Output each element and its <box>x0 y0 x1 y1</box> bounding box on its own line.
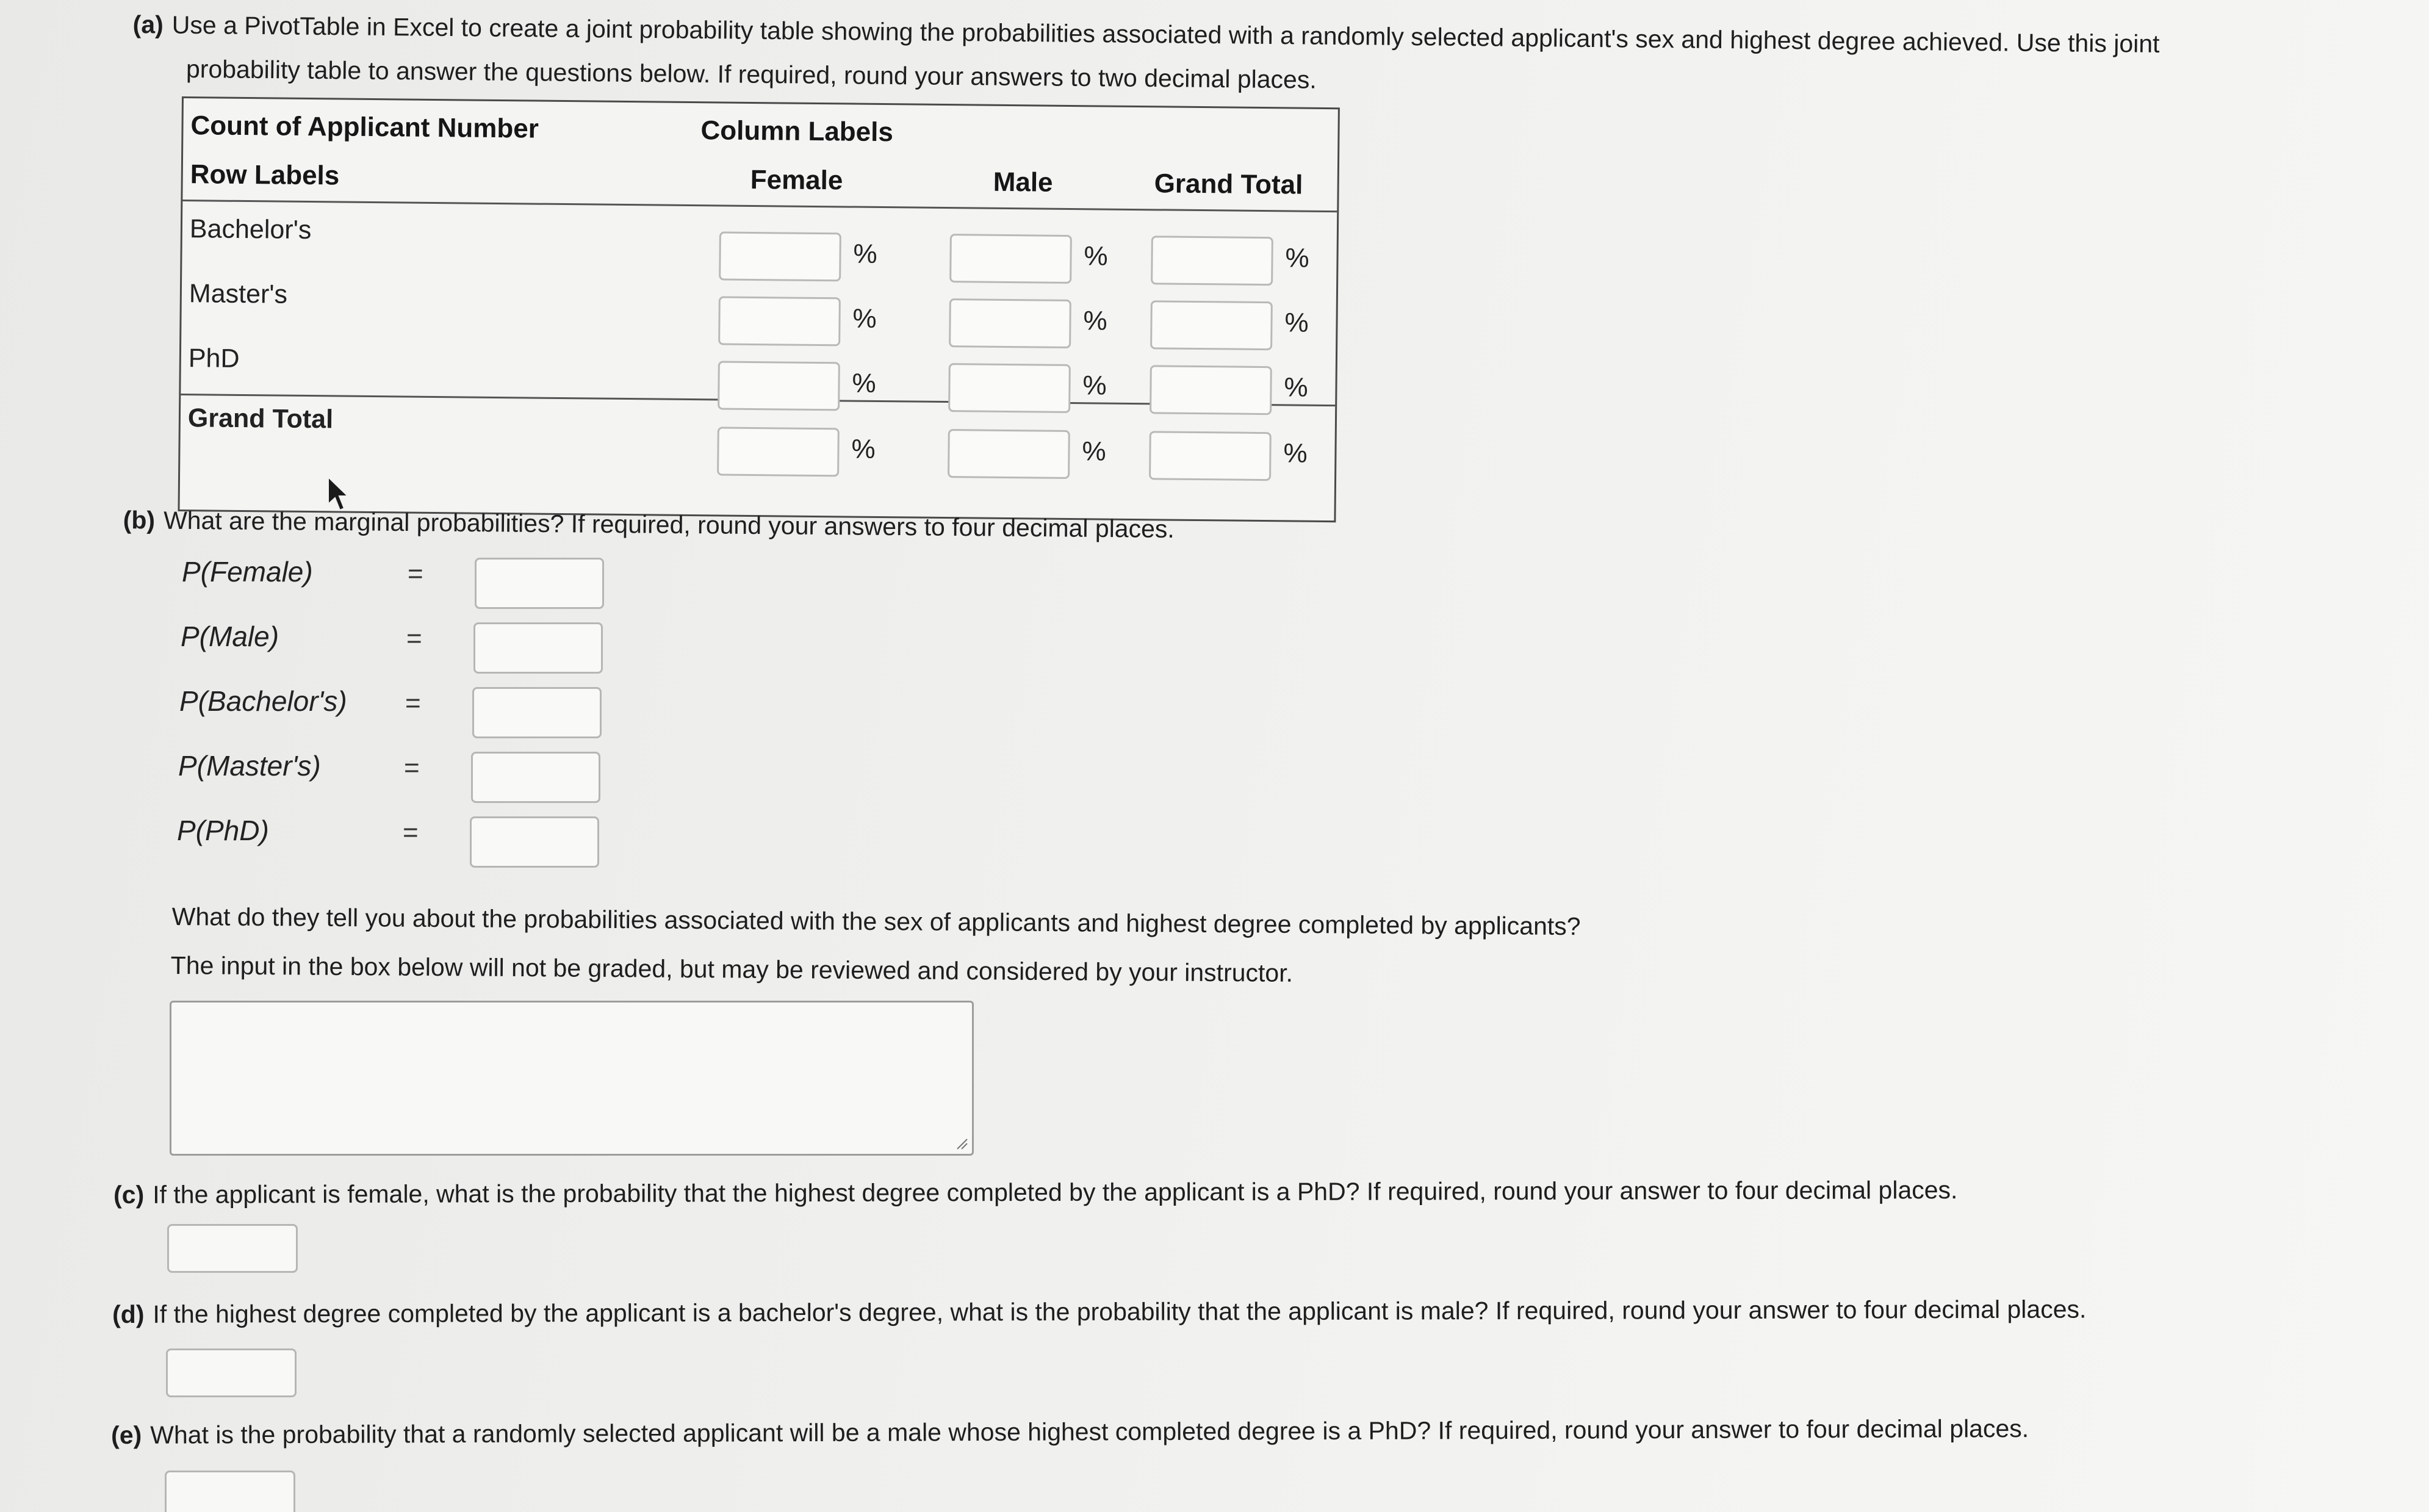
pct-phd-female: % <box>852 368 876 398</box>
question-a <box>132 5 2403 110</box>
input-grand-total-male[interactable] <box>948 429 1070 479</box>
column-header-male: Male <box>993 167 1053 198</box>
marginal-label-masters: P(Master's) <box>178 750 321 782</box>
column-header-female: Female <box>750 164 843 196</box>
pct-masters-female: % <box>852 303 877 334</box>
input-masters-male[interactable] <box>949 298 1071 348</box>
resize-handle-icon[interactable] <box>955 1137 968 1150</box>
question-d-letter: (d) <box>112 1300 145 1328</box>
header-divider <box>182 200 1337 212</box>
equals-sign-bachelors: = <box>405 688 421 718</box>
question-b <box>123 500 1175 549</box>
mouse-pointer-icon <box>327 476 351 515</box>
header-column-labels: Column Labels <box>700 115 894 148</box>
input-bachelors-grand-total[interactable] <box>1151 236 1273 286</box>
input-grand-total-grand-total[interactable] <box>1149 431 1272 481</box>
question-d <box>112 1290 2086 1334</box>
equals-sign-male: = <box>406 624 422 653</box>
row-label-bachelors: Bachelor's <box>189 214 312 245</box>
marginal-label-female: P(Female) <box>182 556 313 588</box>
input-masters-grand-total[interactable] <box>1150 300 1273 350</box>
pct-grand-total-male: % <box>1082 436 1106 467</box>
equals-sign-phd: = <box>403 818 419 848</box>
equals-sign-masters: = <box>404 753 420 783</box>
marginal-label-phd: P(PhD) <box>177 815 269 846</box>
input-p-bachelors[interactable] <box>472 687 602 738</box>
input-p-female[interactable] <box>475 558 604 609</box>
input-masters-female[interactable] <box>718 296 841 346</box>
input-phd-male[interactable] <box>948 363 1071 413</box>
question-b-note: The input in the box below will not be graded, but may be reviewed and considered by your instructor. <box>170 951 1294 987</box>
question-c-letter: (c) <box>113 1180 145 1209</box>
row-label-phd: PhD <box>188 344 240 373</box>
input-grand-total-female[interactable] <box>717 427 840 477</box>
input-p-masters[interactable] <box>471 752 600 803</box>
question-b-letter: (b) <box>123 505 156 535</box>
question-e-text: What is the probability that a randomly selected applicant will be a male whose highest completed degree is a PhD? If required, round your answer to four decimal places. <box>150 1414 2029 1449</box>
pct-phd-grand-total: % <box>1284 372 1308 403</box>
interpretation-textarea[interactable] <box>170 1001 974 1156</box>
pivot-table <box>178 96 1339 522</box>
input-p-phd[interactable] <box>470 816 599 868</box>
input-bachelors-male[interactable] <box>949 234 1072 284</box>
question-a-letter: (a) <box>132 10 164 39</box>
question-c <box>113 1170 1958 1214</box>
input-answer-c[interactable] <box>167 1224 298 1273</box>
marginal-label-male: P(Male) <box>181 621 279 652</box>
pct-grand-total-grand-total: % <box>1283 438 1308 469</box>
column-header-grand-total: Grand Total <box>1154 168 1303 200</box>
pct-masters-male: % <box>1083 306 1107 336</box>
input-bachelors-female[interactable] <box>719 231 841 281</box>
header-row-labels: Row Labels <box>190 159 340 191</box>
question-d-text: If the highest degree completed by the applicant is a bachelor's degree, what is the probability that the applicant is male? If required, round your answer to four decimal places. <box>153 1295 2087 1328</box>
pct-bachelors-grand-total: % <box>1285 243 1309 273</box>
input-phd-grand-total[interactable] <box>1150 365 1272 415</box>
question-a-text-2: probability table to answer the questions below. If required, round your answers to two decimal places. <box>185 54 1317 94</box>
question-e <box>111 1409 2029 1455</box>
equals-sign-female: = <box>408 559 423 589</box>
header-count-of-applicant-number: Count of Applicant Number <box>190 110 539 144</box>
pct-phd-male: % <box>1082 370 1107 401</box>
pct-grand-total-female: % <box>851 434 876 464</box>
pct-bachelors-female: % <box>853 239 877 269</box>
row-label-masters: Master's <box>189 279 288 309</box>
pct-bachelors-male: % <box>1084 241 1108 272</box>
question-b-text: What are the marginal probabilities? If required, round your answers to four decimal places. <box>163 506 1175 544</box>
input-answer-d[interactable] <box>166 1348 297 1397</box>
question-a-text-1: Use a PivotTable in Excel to create a joint probability table showing the probabilities associated with a randomly selected applicant's sex and highest degree achieved. Use this joint <box>171 10 2160 58</box>
pct-masters-grand-total: % <box>1284 308 1309 338</box>
input-p-male[interactable] <box>473 622 603 674</box>
question-b-followup: What do they tell you about the probabilities associated with the sex of applicants and highest degree completed by applicants? <box>171 902 1581 941</box>
question-e-letter: (e) <box>111 1420 142 1449</box>
input-phd-female[interactable] <box>718 361 840 411</box>
marginal-label-bachelors: P(Bachelor's) <box>179 685 347 717</box>
input-answer-e[interactable] <box>165 1471 295 1512</box>
question-c-text: If the applicant is female, what is the probability that the highest degree completed by the applicant is a PhD? If required, round your answer to four decimal places. <box>153 1176 1958 1209</box>
row-label-grand-total: Grand Total <box>187 403 334 434</box>
